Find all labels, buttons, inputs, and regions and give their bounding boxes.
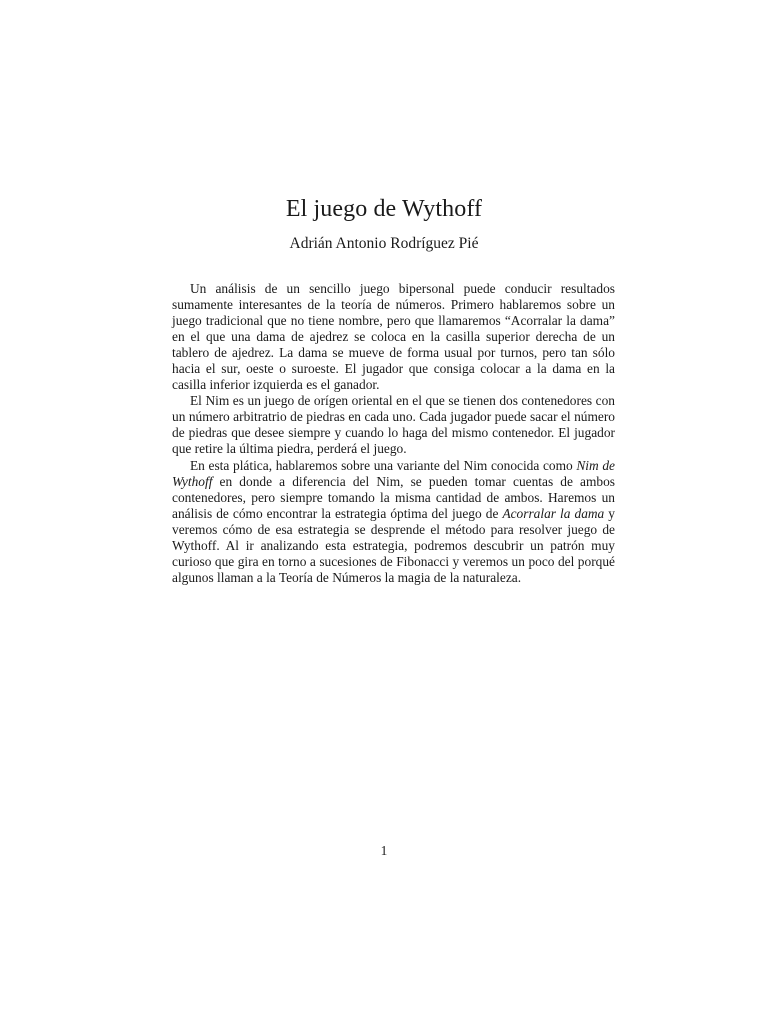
page-number: 1 (380, 843, 388, 858)
paragraph-2: El Nim es un juego de orígen oriental en el que se tienen dos contenedores con un número arbitratrio de piedras en cada uno. Cada jugador puede sacar el número de piedras que desee siempre y cuando lo haga del mismo contenedor. El jugador que retire la última piedra, perderá el juego. (172, 393, 615, 457)
abstract-body (172, 281, 615, 586)
paper-author: Adrián Antonio Rodríguez Pié (289, 235, 479, 252)
paragraph-3 (172, 458, 615, 586)
paragraph-3-text-a: En esta plática, hablaremos sobre una variante del Nim conocida como (190, 457, 577, 473)
paragraph-3-text-b: en donde a diferencia del Nim, se pueden tomar cuentas de ambos contenedores, pero siempre tomando la misma cantidad de ambos. Haremos un análisis de cómo encontrar la estrategia óptima del juego de (172, 473, 615, 521)
emphasis-acorralar-la-dama: Acorralar la dama (502, 505, 605, 521)
paragraph-1: Un análisis de un sencillo juego bipersonal puede conducir resultados sumamente interesantes de la teoría de números. Primero hablaremos sobre un juego tradicional que no tiene nombre, pero que llamaremos “Acorralar la dama” en el que una dama de ajedrez se coloca en la casilla superior derecha de un tablero de ajedrez. La dama se mueve de forma usual por turnos, pero tan sólo hacia el sur, oeste o suroeste. El jugador que consiga colocar a la dama en la casilla inferior izquierda es el ganador. (172, 281, 615, 393)
paragraph-3-text-c: y veremos cómo de esa estrategia se desprende el método para resolver juego de Wythoff. Al ir analizando esta estrategia, podremos descubrir un patrón muy curioso que gira en torno a sucesiones de Fibonacci y veremos un poco del porqué algunos llaman a la Teoría de Números la magia de la naturaleza. (172, 505, 616, 585)
emphasis-nim-de-wythoff: Nim de Wythoff (172, 457, 615, 489)
paper-title: El juego de Wythoff (285, 196, 483, 222)
